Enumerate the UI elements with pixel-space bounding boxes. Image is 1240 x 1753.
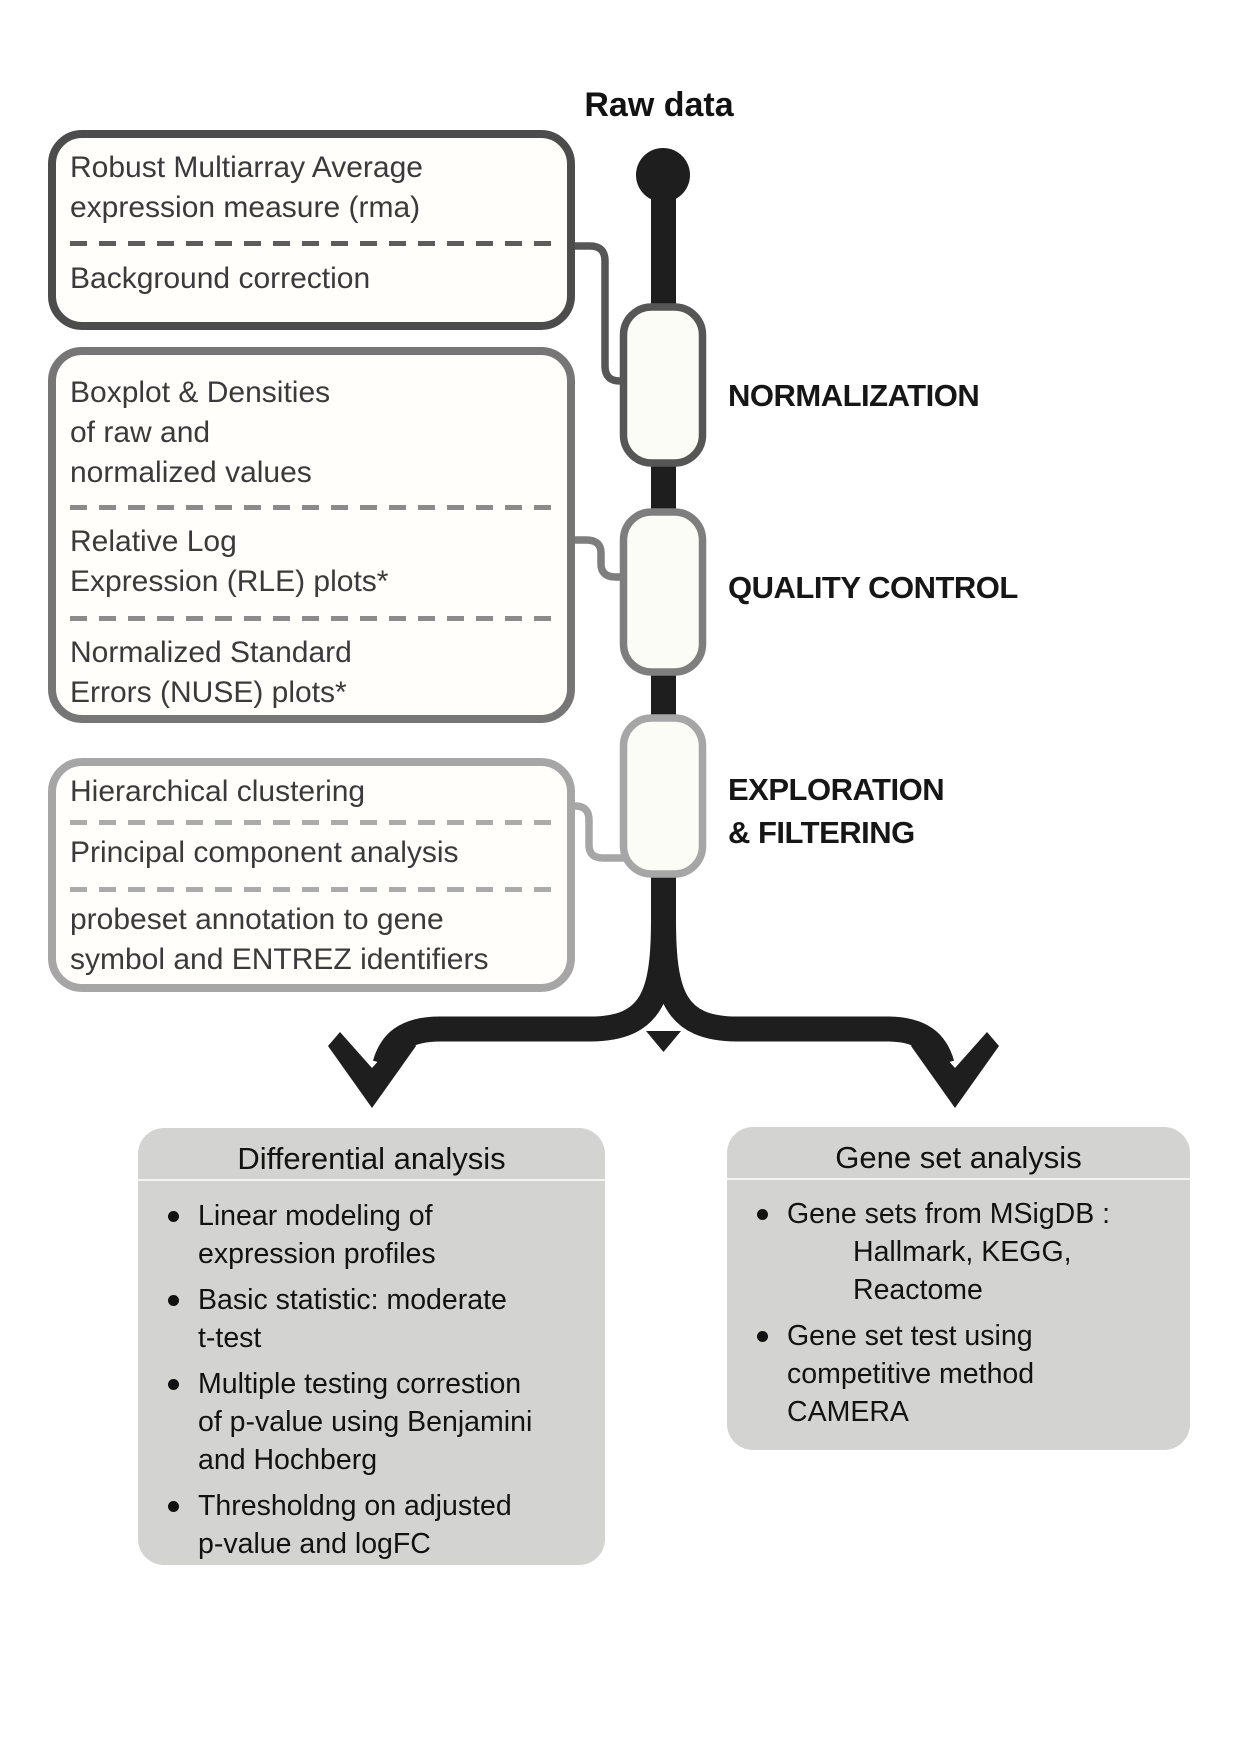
arrowhead-left	[328, 1032, 416, 1108]
method-line: Principal component analysis	[70, 836, 459, 869]
stage-label-normalization: NORMALIZATION	[728, 378, 980, 413]
stage-node-exploration	[624, 718, 703, 874]
gene-set-analysis-card	[727, 1127, 1190, 1450]
bullet-line: expression profiles	[198, 1238, 436, 1270]
bullet-line: of p-value using Benjamini	[198, 1406, 533, 1438]
card-title: Differential analysis	[237, 1141, 506, 1176]
method-line: of raw and	[70, 416, 211, 449]
connector-box1-to-normalization	[571, 246, 627, 381]
method-line: Relative Log	[70, 525, 237, 558]
bullet-line: competitive method	[787, 1358, 1035, 1390]
bullet-line: and Hochberg	[198, 1444, 378, 1476]
bullet-line: t-test	[198, 1322, 262, 1354]
bullet-item	[727, 1195, 1190, 1309]
bullet-line: Basic statistic: moderate	[198, 1284, 507, 1316]
bullet-line: Reactome	[853, 1274, 983, 1306]
bullet-line: Linear modeling of	[198, 1200, 433, 1232]
method-line: Errors (NUSE) plots*	[70, 676, 347, 709]
stage-node-quality-control	[624, 512, 703, 672]
arrowhead-right	[911, 1032, 999, 1108]
connector-box2-to-quality-control	[571, 540, 627, 577]
bullet-line: Multiple testing correstion	[198, 1368, 522, 1400]
method-line: expression measure (rma)	[70, 191, 421, 224]
branch-arm-right	[664, 920, 943, 1064]
method-line: symbol and ENTREZ identifiers	[70, 943, 489, 976]
method-line: Hierarchical clustering	[70, 775, 366, 808]
card-title-divider	[727, 1178, 1190, 1180]
stage-label-quality-control: QUALITY CONTROL	[728, 570, 1018, 605]
bullet-item	[727, 1317, 1190, 1431]
method-line: Normalized Standard	[70, 636, 352, 669]
bullet-line: Hallmark, KEGG,	[853, 1236, 1072, 1268]
card-title: Gene set analysis	[835, 1140, 1082, 1175]
method-line: Robust Multiarray Average	[70, 151, 423, 184]
method-line: Expression (RLE) plots*	[70, 565, 389, 598]
card-title-divider	[138, 1179, 605, 1181]
method-line: Boxplot & Densities	[70, 376, 331, 409]
stage-label-exploration	[728, 768, 944, 854]
bullet-item	[138, 1197, 605, 1273]
raw-data-dot	[636, 148, 690, 202]
method-line: probeset annotation to gene	[70, 903, 444, 936]
bullet-item	[138, 1281, 605, 1357]
method-line: normalized values	[70, 456, 312, 489]
bullet-line: p-value and logFC	[198, 1528, 431, 1560]
dashed-divider	[70, 241, 561, 246]
bullet-line: Gene sets from MSigDB :	[787, 1198, 1111, 1230]
bullet-line: Gene set test using	[787, 1320, 1033, 1352]
dashed-divider	[70, 887, 561, 892]
bullet-item	[138, 1487, 605, 1563]
stage-node-normalization	[624, 307, 703, 463]
normalization-methods-box	[48, 130, 575, 330]
connector-box3-to-exploration	[571, 806, 627, 858]
method-line: Background correction	[70, 262, 371, 295]
dashed-divider	[70, 820, 561, 825]
bullet-item	[138, 1365, 605, 1479]
stage-label-exploration-line2: & FILTERING	[728, 815, 915, 850]
dashed-divider	[70, 505, 561, 510]
quality-control-methods-box	[48, 347, 575, 723]
raw-data-label: Raw data	[584, 86, 734, 124]
bullet-line: Thresholdng on adjusted	[198, 1490, 512, 1522]
differential-analysis-card	[138, 1128, 605, 1565]
stage-label-exploration-line1: EXPLORATION	[728, 772, 945, 807]
bullet-line: CAMERA	[787, 1396, 909, 1428]
bullet-list	[727, 1195, 1190, 1431]
bullet-list	[138, 1197, 605, 1563]
exploration-methods-box	[48, 758, 575, 992]
dashed-divider	[70, 616, 561, 621]
branch-notch	[646, 1031, 681, 1052]
